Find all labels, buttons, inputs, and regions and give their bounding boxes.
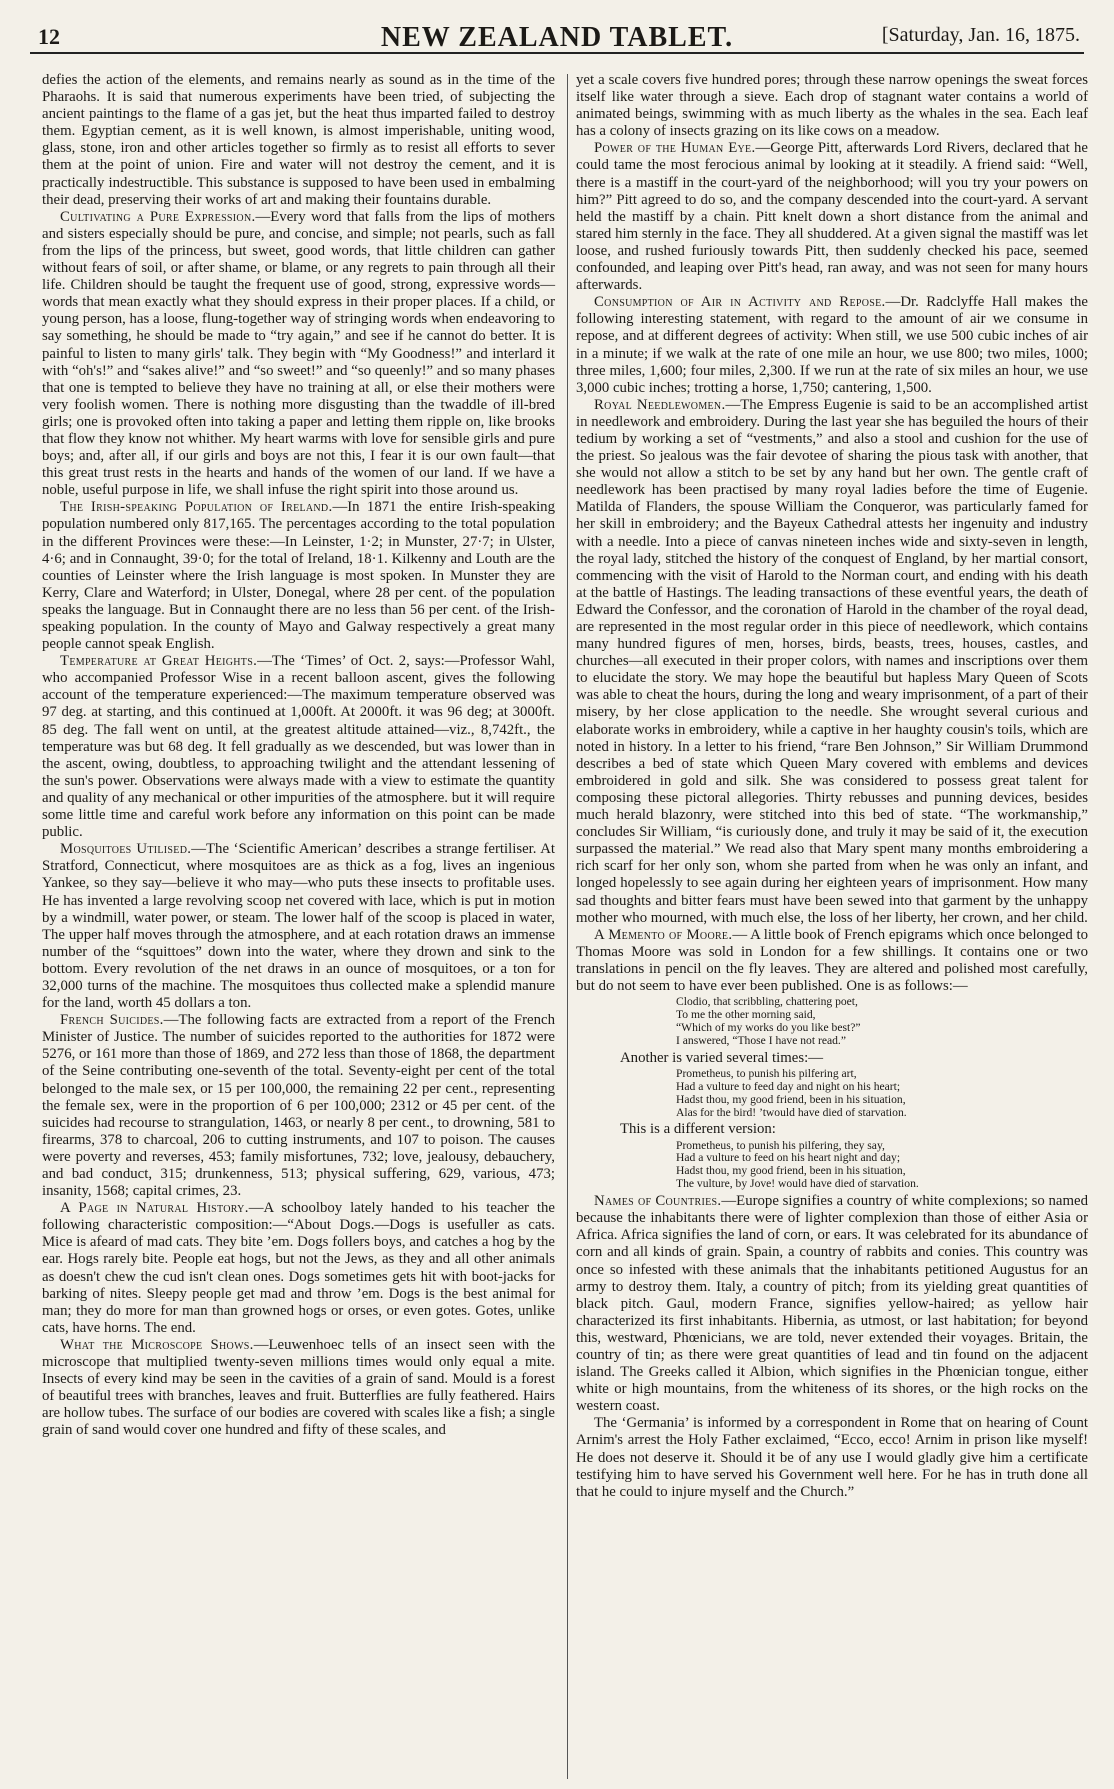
- verse-line: To me the other morning said,: [676, 1007, 816, 1021]
- verse-line: Had a vulture to feed day and night on his heart;: [676, 1079, 901, 1093]
- verse-line: Prometheus, to punish his pilfering art,: [676, 1066, 857, 1080]
- article-text: — A little book of French epigrams which once belonged to Thomas Moore was sold in London for a few shillings. It contains one or two translations in pencil on the fly leaves. They are altered and polished most carefully, but do not seem to have ever been published. One is as follows:—: [576, 926, 1088, 994]
- verse-line: Hadst thou, my good friend, been in his situation,: [676, 1164, 906, 1178]
- right-column: [576, 72, 1088, 1501]
- newspaper-title: NEW ZEALAND TABLET.: [380, 22, 734, 53]
- article-text: —The ‘Times’ of Oct. 2, says:—Professor Wahl, who accompanied Professor Wise in a recent balloon ascent, gives the following account of the temperature experienced:—The maximum temperature observed was 97 deg. at starting, and this continued at 1,000ft. At 2000ft. it was 96 deg; at 3000ft. 85 deg. The fall went on until, at the greatest altitude attained—viz., 8,742ft., the temperature was but 68 deg. It fell gradually as we descended, but was lower than in the ascent, owing, doubtless, to approaching twilight and the attendant lessening of the sun's power. Observations were always made with a view to estimate the quantity and quality of any mechanical or other impurities of the atmosphere. but it will require some little time and careful work before any information on this point can be made public.: [42, 653, 556, 841]
- article-text: —The ‘Scientific American’ describes a strange fertiliser. At Stratford, Connecticut, where mosquitoes are as thick as a fog, lives an ingenious Yankee, so they say—believe it who may—who puts these insects to profitable uses. He has invented a large revolving scoop net covered with lace, which is put in motion by a windmill, water power, or steam. The lower half of the scoop is placed in water, The upper half moves through the atmosphere, and at each rotation draws an immense number of the “squittoes” down into the water, where they drown and sink to the bottom. Every revolution of the net draws in an ounce of mosquitoes, or a ton for 32,000 turns of the machine. The mosquitoes thus collected make a splendid manure for the land, worth 45 dollars a ton.: [42, 841, 555, 1012]
- verse-line: I answered, “Those I have not read.”: [676, 1033, 846, 1047]
- verse-line: Clodio, that scribbling, chattering poet,: [676, 995, 858, 1009]
- verse-line: Hadst thou, my good friend, been in his situation,: [676, 1092, 906, 1106]
- epigram-verse-3: [676, 1140, 1088, 1192]
- article-air-consumption: [576, 294, 1088, 397]
- article-text: —Europe signifies a country of white complexions; so named because the inhabitants there were of lighter complexion than those of either Asia or Africa. Africa signifies the land of corn, or ears. It was celebrated for its abundance of corn and all kinds of grain. Spain, a country of rabbits and conies. This country was once so infested with these animals that the inhabitants petitioned Augustus for an army to destroy them. Italy, a country of pitch; from its yielding great quantities of black pitch. Gaul, modern France, signifies yellow-haired; as yellow hair characterized its first inhabitants. Hibernia, as utmost, or last habitation; for beyond this, westward, Phœnicians, we are told, never extended their voyages. Britain, the country of tin; as there were great quantities of lead and tin found on the adjacent island. The Greeks called it Albion, which signifies in the Phœnician tongue, either white or high mountains, from the whiteness of its shores, or the high rocks on the western coast.: [576, 1193, 1088, 1415]
- article-continuation: defies the action of the elements, and remains nearly as sound as in the time of the Pharaohs. It is said that numerous experiments have been tried, of subjecting the ancient paintings to the flame of a gas jet, but the heat thus imparted failed to destroy them. Egyptian cement, as it is well known, is almost imperishable, uniting wood, glass, stone, iron and other articles together so firmly as to resist all efforts to sever them at the point of union. Fire and water will not destroy the cement, and it is practically indestructible. This substance is supposed to have been used in embalming their dead, preserving their works of art and making their fountains durable.: [42, 72, 555, 208]
- epigram-verse-2: [676, 1068, 1088, 1120]
- article-royal-needlewomen: [576, 397, 1088, 927]
- verse-line: “Which of my works do you like best?”: [676, 1020, 861, 1034]
- article-heading: What the Microscope Shows.: [60, 1336, 254, 1353]
- article-text: —A schoolboy lately handed to his teacher the following characteristic composition:—“About Dogs.—Dogs is usefuller as cats. Mice is afeard of mad cats. They bite ’em. Dogs follers boys, and catches a hog by the ear. Hogs rarely bite. People eat hogs, but not the Jews, as they and all other animals as doesn't chew the cud isn't clean ones. Dogs sometimes gets hit with boot-jacks for barking of nites. Sleepy people get mad and throw ’em. Dogs is the best animal for man; they do more for man than growned hogs or orses, or even gotes. Gotes, unlike cats, have horns. The end.: [42, 1200, 555, 1336]
- article-germania: The ‘Germania’ is informed by a correspondent in Rome that on hearing of Count Arnim's arrest the Holy Father exclaimed, “Ecco, ecco! Arnim in prison like myself! He does not deserve it. Should it be of any use I would gladly give him a certificate testifying him to have served his Government well here. For he has in truth done all that he could to injure myself and the Church.”: [576, 1415, 1088, 1500]
- article-natural-history: [42, 1200, 555, 1337]
- article-continuation: yet a scale covers five hundred pores; through these narrow openings the sweat forces itself like water through a sieve. Each drop of stagnant water contains a world of animated beings, swimming with as much liberty as the whales in the sea. Each leaf has a colony of insects grazing on its like cows on a meadow.: [576, 72, 1088, 140]
- article-text: —The Empress Eugenie is said to be an accomplished artist in needlework and embroidery. During the last year she has beguiled the hours of their tedium by working a set of “vestments,” and also a stool and cushion for the use of the priest. So jealous was the fair devotee of sharing the pious task with another, that she would not allow a stitch to be set by any hand but her own. The gentle craft of needlework has been practised by many royal ladies before the time of Eugenie. Matilda of Flanders, the spouse William the Conqueror, was particularly famed for her skill in embroidery; and the Bayeux Cathedral attests her ingenuity and industry with a needle. Into a piece of canvas nineteen inches wide and sixty-seven in length, the royal lady, stitched the history of the conquest of England, by her martial consort, commencing with the visit of Harold to the Norman court, and ending with his death at the battle of Hastings. The leading transactions of these eventful years, the death of Edward the Confessor, and the coronation of Harold in the chamber of the royal dead, are represented in the most regular order in this piece of needlework, which contains many hundred figures of men, horses, birds, beasts, trees, houses, castles, and churches—all executed in their proper colors, with names and inscriptions over them to elucidate the story. We may hope the beautiful but hapless Mary Queen of Scots was able to cheat the hours, during the long and weary imprisonment, of a part of their misery, by her close application to the needle. She wrought several curious and elaborate works in embroidery, while a captive in her haughty cousin's toils, which are noted in history. In a letter to his friend, “rare Ben Johnson,” Sir William Drummond describes a bed of state which Queen Mary covered with emblems and devices embroidered in gold and silk. She was considered to possess great talent for composing these pictoral allegories. Thirty rebusses and punning devices, besides much herald blazonry, were stitched into this bed of state. “The workmanship,” concludes Sir William, “is curiously done, and truly it may be said of it, the execution surpassed the material.” We read also that Mary spent many months embroidering a rich scarf for her only son, whom she parted from when he was only an infant, and longed hopelessly to see again during her eighteen years of imprisonment. How many sad thoughts and bitter fears must have been sewed into that garment by the unhappy mother who mourned, with much else, the loss of her liberty, her crown, and her child.: [576, 396, 1088, 926]
- verse-line: Had a vulture to feed on his heart night and day;: [676, 1151, 901, 1165]
- article-heading: A Page in Natural History.: [60, 1200, 249, 1217]
- article-temperature: [42, 653, 555, 841]
- article-french-suicides: [42, 1012, 555, 1200]
- article-heading: Power of the Human Eye.: [594, 140, 756, 157]
- article-heading: Royal Needlewomen.: [594, 396, 726, 413]
- article-heading: Mosquitoes Utilised.: [60, 841, 192, 858]
- verse-intro: This is a different version:: [620, 1121, 776, 1138]
- article-heading: A Memento of Moore.: [594, 926, 733, 943]
- page-number: 12: [38, 24, 60, 49]
- verse-intro: Another is varied several times:—: [620, 1049, 823, 1066]
- column-divider: [567, 74, 568, 1779]
- article-heading: Temperature at Great Heights.: [60, 653, 258, 670]
- article-human-eye: [576, 140, 1088, 294]
- verse-line: The vulture, by Jove! would have died of starvation.: [676, 1177, 919, 1191]
- article-heading: Names of Countries.: [594, 1193, 722, 1210]
- article-microscope: [42, 1337, 555, 1440]
- article-text: —The following facts are extracted from a report of the French Minister of Justice. The number of suicides reported to the authorities for 1872 were 5276, or 161 more than those of 1869, and 272 less than those of 1868, the department of the Seine contributing one-seventh of the total. Seventy-eight per cent of the total belonged to the male sex, or 15 per 100,000, the remaining 22 per cent., representing the female sex, were in the proportion of 6 per 100,000; 2312 or 45 per cent. of the suicides had recourse to strangulation, 1463, or nearly 8 per cent., to drowning, 581 to firearms, 378 to charcoal, 206 to cutting instruments, and 107 to poison. The causes were poverty and reverses, 453; family misfortunes, 732; love, jealousy, debauchery, and bad conduct, 315; drunkenness, 513; physical suffering, 629, various, 473; insanity, 1568; capital crimes, 23.: [42, 1012, 555, 1200]
- article-heading: Consumption of Air in Activity and Repose.: [594, 294, 886, 311]
- article-heading: Cultivating a Pure Expression.: [60, 208, 256, 225]
- article-text: —George Pitt, afterwards Lord Rivers, declared that he could tame the most ferocious animal by looking at it steadily. A friend said: “Well, there is a mastiff in the court-yard of the neighborhood; will you try your powers on him?” Pitt agreed to do so, and the company descended into the court-yard. A servant held the mastiff by a chain. Pitt knelt down a short distance from the animal and stared him sternly in the face. They all shuddered. At a given signal the mastiff was let loose, and rushed furiously towards Pitt, then suddenly checked his pace, seemed confounded, and leaping over Pitt's head, ran away, and was not seen for many hours afterwards.: [576, 140, 1088, 294]
- article-memento-of-moore: [576, 927, 1088, 995]
- article-text: —Every word that falls from the lips of mothers and sisters especially should be pure, and concise, and simple; not pearls, such as fall from the lips of the princess, but sweet, good words, that little children can gather without fears of soil, or after shame, or blame, or any regrets to pain through all their life. Children should be taught the frequent use of good, strong, expressive words—words that mean exactly what they should express in their proper places. If a child, or young person, has a loose, flung-together way of stringing words when endeavoring to say something, he should be made to “try again,” and see if he cannot do better. It is painful to listen to many girls' talk. They begin with “My Goodness!” and interlard it with “oh's!” and “sakes alive!” and “so sweet!” and “so queenly!” and so many phases that one is tempted to believe they have no training at all, or else their mothers were very foolish women. There is nothing more disgusting than the twaddle of ill-bred girls; one is provoked often into taking a paper and letting them ripple on, like brooks that flow they know not whither. My heart warms with love for sensible girls and pure boys; and, after all, if our girls and boys are not this, I fear it is our own fault—that this great trust rests in the hearts and hands of the women of our land. If we have a noble, useful purpose in life, we shall infuse the right spirit into those around us.: [42, 208, 555, 499]
- article-text: —In 1871 the entire Irish-speaking population numbered only 817,165. The percentages according to the total population in the different Provinces were these:—In Leinster, 1·2; in Munster, 27·7; in Ulster, 4·6; and in Connaught, 39·0; for the total of Ireland, 18·1. Kilkenny and Louth are the counties of Leinster where the Irish language is most spoken. In Munster they are Kerry, Clare and Waterford; in Ulster, Donegal, where 28 per cent. of the population speaks the language. But in Connaught there are no less than 56 per cent. of the Irish-speaking population. In the county of Mayo and Galway respectively a great many people cannot speak English.: [42, 499, 555, 653]
- article-cultivating: [42, 209, 555, 500]
- article-text: —Leuwenhoec tells of an insect seen with the microscope that multiplied twenty-seven millions times would only equal a mite. Insects of every kind may be seen in the cavities of a grain of sand. Mould is a forest of beautiful trees with branches, leaves and fruit. Butterflies are fully feathered. Hairs are hollow tubes. The surface of our bodies are covered with scales like a fish; a single grain of sand would cover one hundred and fifty of these scales, and: [42, 1336, 556, 1439]
- verse-line: Prometheus, to punish his pilfering, they say,: [676, 1138, 885, 1152]
- article-heading: French Suicides.: [60, 1012, 164, 1029]
- epigram-verse-1: [676, 996, 1088, 1048]
- issue-date: [Saturday, Jan. 16, 1875.: [881, 24, 1080, 46]
- article-irish-population: [42, 499, 555, 653]
- left-column: [42, 72, 555, 1440]
- page-header: [30, 12, 1084, 54]
- article-text: —Dr. Radclyffe Hall makes the following interesting statement, with regard to the amount of air we consume in repose, and at different degrees of activity: When still, we use 500 cubic inches of air in a minute; if we walk at the rate of one mile an hour, we use 800; two miles, 1000; three miles, 1,600; four miles, 2,300. If we run at the rate of six miles an hour, we use 3,000 cubic inches; trotting a horse, 1,750; cantering, 1,500.: [576, 294, 1088, 396]
- article-names-of-countries: [576, 1193, 1088, 1415]
- verse-line: Alas for the bird! ’twould have died of starvation.: [676, 1105, 907, 1119]
- article-heading: The Irish-speaking Population of Ireland.: [60, 499, 333, 516]
- article-mosquitoes: [42, 841, 555, 1012]
